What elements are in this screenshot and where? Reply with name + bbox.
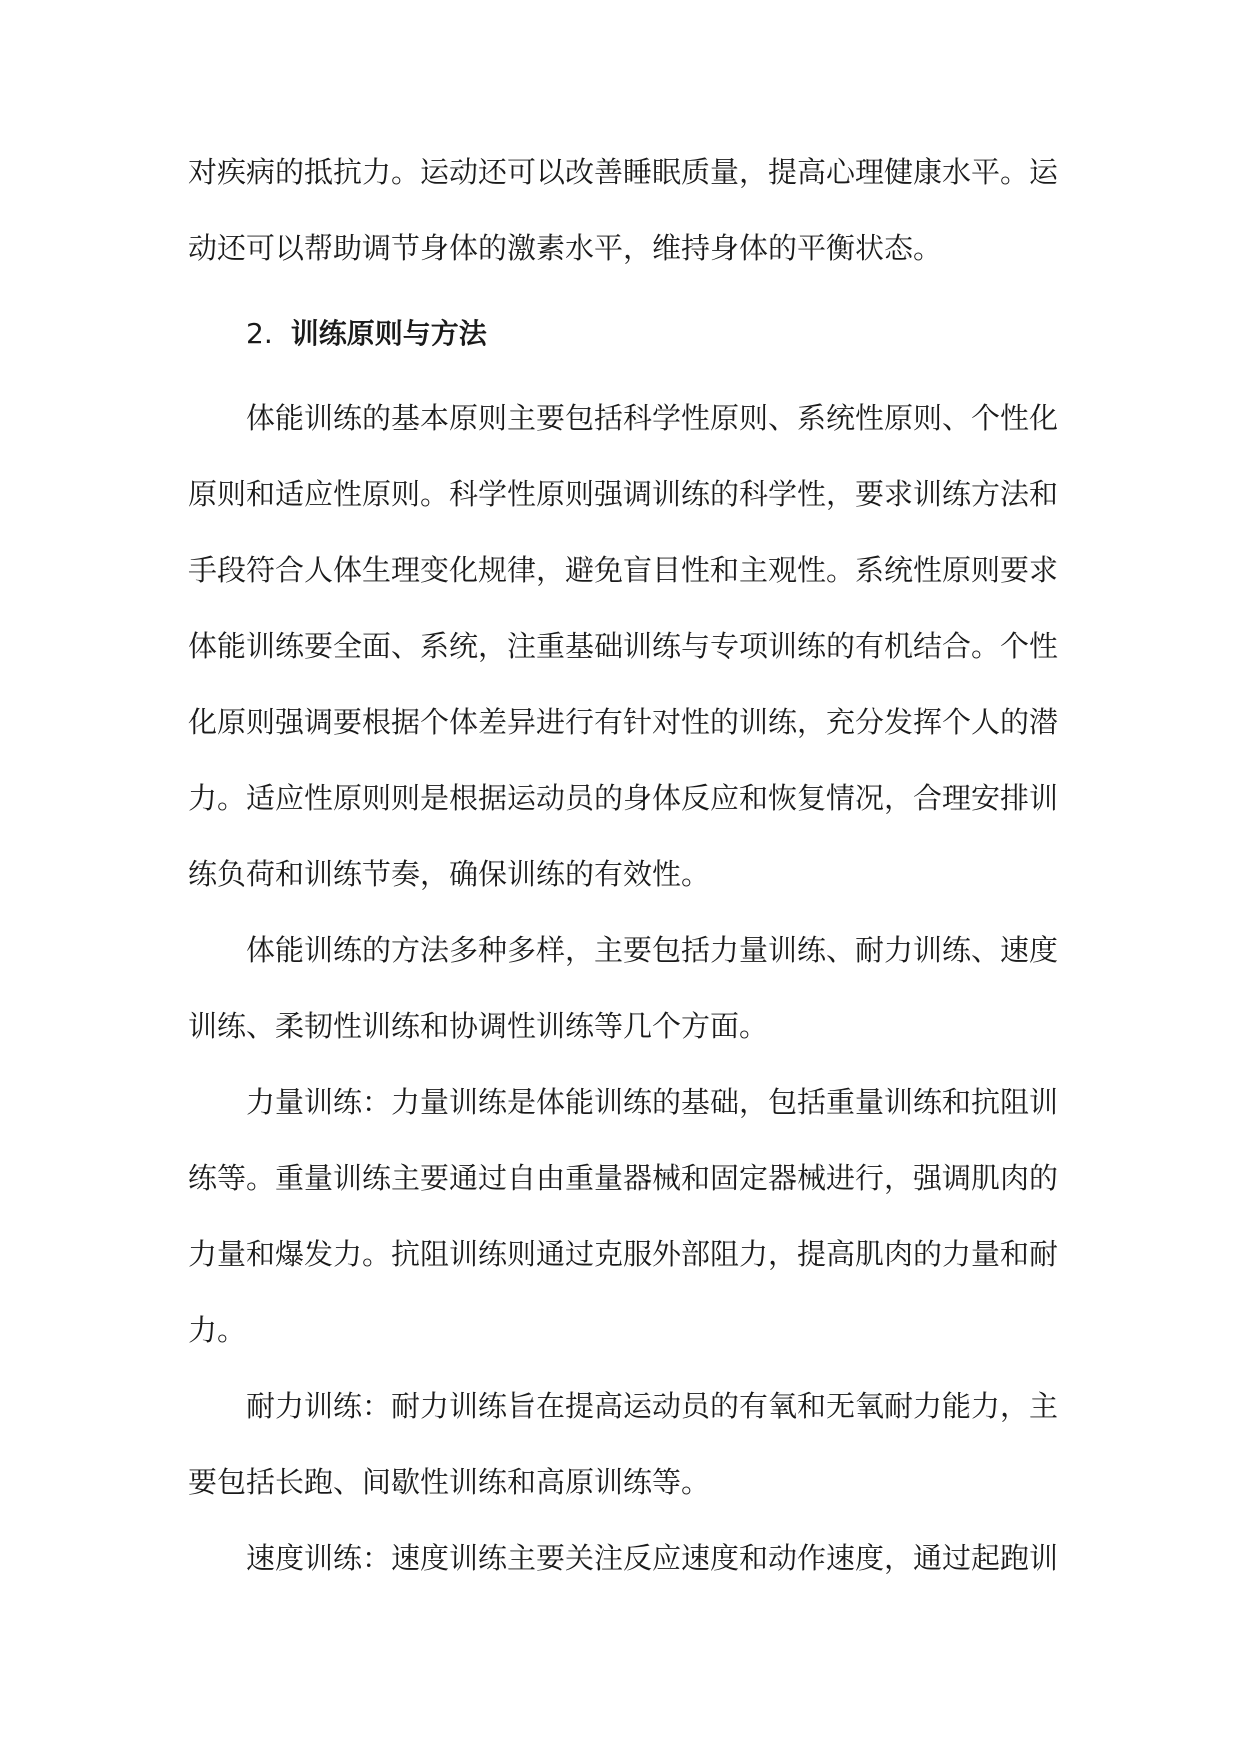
paragraph-speed-training: 速度训练：速度训练主要关注反应速度和动作速度，通过起跑训 bbox=[246, 1541, 1059, 1575]
paragraph-principles: 体能训练的基本原则主要包括科学性原则、系统性原则、个性化原则和适应性原则。科学性原则强调训练的科学性，要求训练方法和手段符合人体生理变化规律，避免盲目性和主观性。系统性原则要求体能训练要全面、系统，注重基础训练与专项训练的有机结合。个性化原则强调要根据个体差异进行有针对性的训练，充分发挥个人的潜力。适应性原则则是根据运动员的身体反应和恢复情况，合理安排训练负荷和训练节奏，确保训练的有效性。 bbox=[188, 401, 1059, 891]
section-title: 训练原则与方法 bbox=[290, 317, 487, 350]
document-page bbox=[188, 134, 1058, 1596]
section-number: 2. bbox=[246, 317, 273, 350]
paragraph-methods: 体能训练的方法多种多样，主要包括力量训练、耐力训练、速度训练、柔韧性训练和协调性训练等几个方面。 bbox=[188, 933, 1059, 1043]
section-heading bbox=[188, 296, 1058, 372]
paragraph-strength-training: 力量训练：力量训练是体能训练的基础，包括重量训练和抗阻训练等。重量训练主要通过自由重量器械和固定器械进行，强调肌肉的力量和爆发力。抗阻训练则通过克服外部阻力，提高肌肉的力量和耐力。 bbox=[188, 1085, 1059, 1347]
paragraph-endurance-training: 耐力训练：耐力训练旨在提高运动员的有氧和无氧耐力能力，主要包括长跑、间歇性训练和高原训练等。 bbox=[188, 1389, 1059, 1499]
paragraph-continuation: 对疾病的抵抗力。运动还可以改善睡眠质量，提高心理健康水平。运动还可以帮助调节身体的激素水平，维持身体的平衡状态。 bbox=[188, 155, 1059, 265]
